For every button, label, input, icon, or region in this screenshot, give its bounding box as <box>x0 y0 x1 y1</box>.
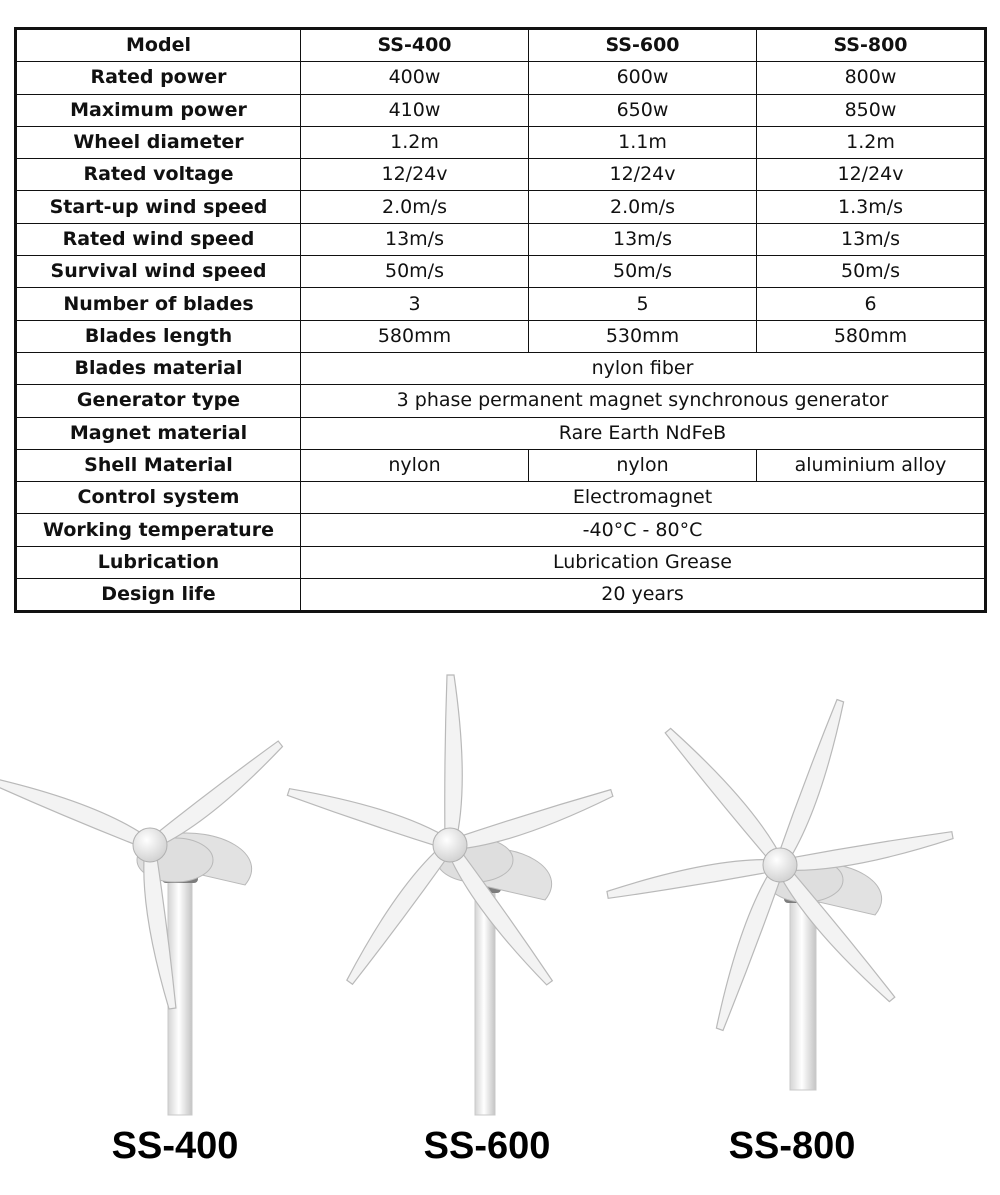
spec-value: 1.2m <box>757 126 986 158</box>
spec-label: Control system <box>16 482 301 514</box>
spec-label: Working temperature <box>16 514 301 546</box>
spec-row <box>16 223 986 255</box>
spec-row <box>16 94 986 126</box>
spec-label: Magnet material <box>16 417 301 449</box>
spec-value: 50m/s <box>301 256 529 288</box>
turbine-illustrations <box>0 645 1000 1125</box>
turbine-blade <box>607 860 781 899</box>
header-ss-600: SS-600 <box>529 29 757 62</box>
spec-row <box>16 62 986 94</box>
turbine-ss-600 <box>287 675 613 1115</box>
spec-value: 1.3m/s <box>757 191 986 223</box>
spec-label: Design life <box>16 579 301 612</box>
caption-ss-600: SS-600 <box>423 1125 551 1167</box>
spec-value: 13m/s <box>529 223 757 255</box>
spec-row <box>16 449 986 481</box>
turbine-blade <box>147 741 283 849</box>
spec-row <box>16 385 986 417</box>
spec-value: nylon fiber <box>301 352 986 384</box>
spec-row <box>16 352 986 384</box>
spec-value: 50m/s <box>529 256 757 288</box>
spec-table-body <box>16 29 986 612</box>
spec-row <box>16 256 986 288</box>
spec-label: Start-up wind speed <box>16 191 301 223</box>
spec-row <box>16 159 986 191</box>
turbine-blade <box>347 842 454 984</box>
spec-label: Shell Material <box>16 449 301 481</box>
spec-value: -40°C - 80°C <box>301 514 986 546</box>
spec-value: 50m/s <box>757 256 986 288</box>
spec-row <box>16 579 986 612</box>
turbine-blade <box>779 832 953 871</box>
turbine-hub <box>763 848 797 882</box>
spec-value: Rare Earth NdFeB <box>301 417 986 449</box>
turbine-blade <box>287 789 451 850</box>
spec-value: 13m/s <box>757 223 986 255</box>
spec-value: 13m/s <box>301 223 529 255</box>
spec-value: 3 <box>301 288 529 320</box>
spec-row <box>16 482 986 514</box>
header-ss-800: SS-800 <box>757 29 986 62</box>
spec-value: 12/24v <box>529 159 757 191</box>
spec-value: 580mm <box>757 320 986 352</box>
spec-value: 580mm <box>301 320 529 352</box>
spec-label: Blades material <box>16 352 301 384</box>
spec-label: Wheel diameter <box>16 126 301 158</box>
turbine-blade <box>0 779 152 849</box>
turbine-blade <box>448 790 612 850</box>
spec-label: Generator type <box>16 385 301 417</box>
spec-value: 2.0m/s <box>529 191 757 223</box>
spec-row <box>16 514 986 546</box>
spec-label: Maximum power <box>16 94 301 126</box>
spec-label: Rated wind speed <box>16 223 301 255</box>
spec-value: 600w <box>529 62 757 94</box>
spec-value: 650w <box>529 94 757 126</box>
turbine-ss-800 <box>607 700 953 1090</box>
spec-value: 12/24v <box>301 159 529 191</box>
spec-value: 850w <box>757 94 986 126</box>
spec-label: Number of blades <box>16 288 301 320</box>
spec-row <box>16 126 986 158</box>
spec-value: Lubrication Grease <box>301 546 986 578</box>
turbine-hub <box>133 828 167 862</box>
header-ss-400: SS-400 <box>301 29 529 62</box>
spec-row <box>16 546 986 578</box>
spec-value: Electromagnet <box>301 482 986 514</box>
spec-value: 1.2m <box>301 126 529 158</box>
spec-value: 5 <box>529 288 757 320</box>
spec-label: Lubrication <box>16 546 301 578</box>
spec-label: Rated voltage <box>16 159 301 191</box>
turbine-blade <box>665 728 784 868</box>
caption-ss-400: SS-400 <box>111 1125 239 1167</box>
turbine-blade <box>445 675 463 845</box>
spec-table <box>14 27 987 613</box>
turbine-blade <box>775 700 843 867</box>
spec-value: 410w <box>301 94 529 126</box>
turbine-hub <box>433 828 467 862</box>
spec-value: nylon <box>301 449 529 481</box>
spec-row <box>16 191 986 223</box>
spec-value: 20 years <box>301 579 986 612</box>
spec-value: 800w <box>757 62 986 94</box>
spec-value: 12/24v <box>757 159 986 191</box>
spec-label: Blades length <box>16 320 301 352</box>
spec-header-row <box>16 29 986 62</box>
spec-value: 1.1m <box>529 126 757 158</box>
spec-value: 6 <box>757 288 986 320</box>
spec-label: Rated power <box>16 62 301 94</box>
spec-value: 530mm <box>529 320 757 352</box>
turbine-pole <box>790 895 816 1090</box>
spec-value: nylon <box>529 449 757 481</box>
turbine-ss-400 <box>0 741 282 1115</box>
header-model: Model <box>16 29 301 62</box>
turbine-blade <box>716 863 784 1030</box>
spec-row <box>16 417 986 449</box>
spec-value: 400w <box>301 62 529 94</box>
spec-value: aluminium alloy <box>757 449 986 481</box>
spec-row <box>16 288 986 320</box>
spec-label: Survival wind speed <box>16 256 301 288</box>
caption-ss-800: SS-800 <box>728 1125 856 1167</box>
spec-value: 2.0m/s <box>301 191 529 223</box>
spec-value: 3 phase permanent magnet synchronous generator <box>301 385 986 417</box>
spec-row <box>16 320 986 352</box>
